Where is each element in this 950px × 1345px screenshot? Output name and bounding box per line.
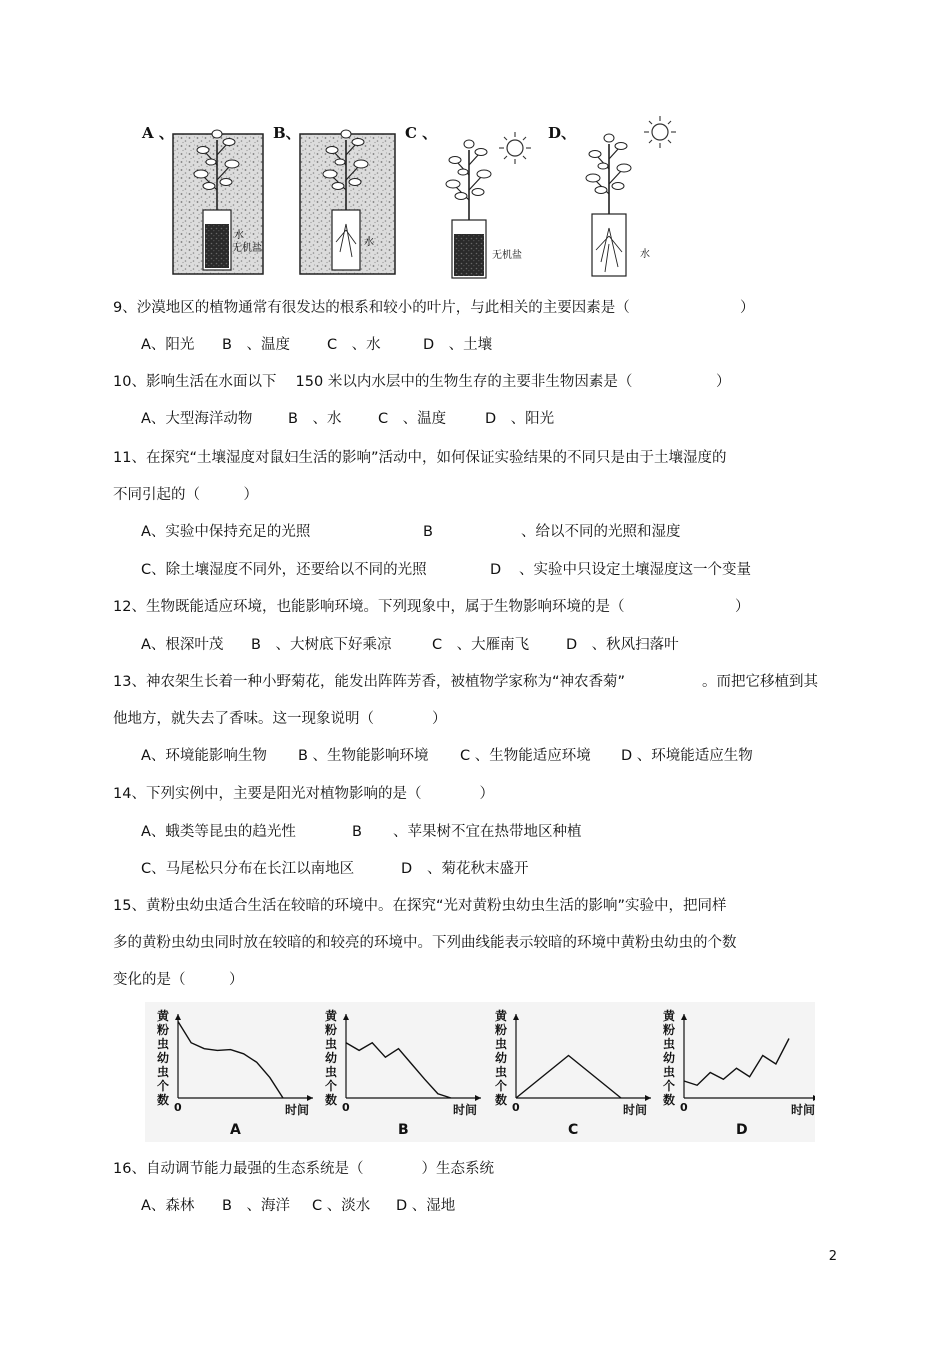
- graph-d-ylabel-char: 黄: [663, 1009, 676, 1023]
- q10-option-a[interactable]: A、大型海洋动物: [141, 411, 253, 427]
- graph-c-xlabel: 时间: [623, 1103, 648, 1117]
- fig-label-b: B、: [273, 124, 301, 142]
- graph-a-ylabel-char: 数: [157, 1093, 170, 1107]
- graph-c-ylabel-char: 虫: [495, 1065, 508, 1079]
- graph-a-ylabel-char: 个: [157, 1079, 170, 1093]
- q10-option-c[interactable]: C 、温度: [378, 411, 447, 427]
- graph-c-ylabel-char: 粉: [495, 1023, 508, 1037]
- q11-option-d[interactable]: 、实验中只设定土壤湿度这一个变量: [519, 562, 751, 578]
- q12-option-b[interactable]: B 、大树底下好乘凉: [251, 637, 392, 653]
- q15-stem-line2: 多的黄粉虫幼虫同时放在较暗的和较亮的环境中。下列曲线能表示较暗的环境中黄粉虫幼虫的个数: [113, 935, 737, 951]
- q16-option-b[interactable]: B 、海洋: [222, 1198, 290, 1214]
- page-number: 2: [828, 1249, 837, 1264]
- q11-option-b-letter[interactable]: B: [423, 524, 433, 540]
- graph-d-xlabel: 时间: [791, 1103, 815, 1117]
- q14-option-d[interactable]: 、菊花秋末盛开: [427, 861, 529, 877]
- larva-graphs-svg: [145, 1002, 815, 1142]
- fig-label-d: D、: [548, 124, 577, 142]
- q14-option-d-letter[interactable]: D: [401, 861, 413, 877]
- q14-option-b-letter[interactable]: B: [352, 824, 362, 840]
- q16-stem: 16、自动调节能力最强的生态系统是（ ）生态系统: [113, 1161, 494, 1177]
- annot-b-water: 水: [364, 237, 374, 248]
- q13-option-c[interactable]: C 、生物能适应环境: [460, 748, 591, 764]
- graph-d-ylabel-char: 个: [663, 1079, 676, 1093]
- graph-a-ylabel-char: 黄: [157, 1009, 170, 1023]
- graph-d-caption: D: [736, 1122, 748, 1138]
- q9-option-d[interactable]: D 、土壤: [423, 337, 493, 353]
- q16-option-c[interactable]: C 、淡水: [312, 1198, 371, 1214]
- graph-b-ylabel-char: 粉: [325, 1023, 338, 1037]
- graph-a-xlabel: 时间: [285, 1103, 310, 1117]
- graph-b-origin: 0: [342, 1101, 350, 1114]
- annot-a-water: 水: [234, 230, 244, 241]
- graph-b-ylabel-char: 幼: [325, 1051, 338, 1065]
- q9-option-b[interactable]: B 、温度: [222, 337, 290, 353]
- q13-option-a[interactable]: A、环境能影响生物: [141, 748, 267, 764]
- fig-label-a: A 、: [142, 124, 174, 142]
- graph-c-ylabel-char: 虫: [495, 1037, 508, 1051]
- graph-c-origin: 0: [512, 1101, 520, 1114]
- graph-a-ylabel-char: 虫: [157, 1065, 170, 1079]
- graph-b-ylabel-char: 黄: [325, 1009, 338, 1023]
- fig-label-c: C 、: [405, 124, 438, 142]
- graph-d-ylabel-char: 虫: [663, 1065, 676, 1079]
- graph-c-caption: C: [568, 1122, 579, 1138]
- q15-stem-line3: 变化的是（ ）: [113, 972, 244, 988]
- graph-b-ylabel-char: 虫: [325, 1065, 338, 1079]
- graph-b-caption: B: [398, 1122, 409, 1138]
- graph-d-ylabel-char: 数: [663, 1093, 676, 1107]
- q11-stem-line1: 11、在探究“土壤湿度对鼠妇生活的影响”活动中，如何保证实验结果的不同只是由于土壤湿度的: [113, 450, 727, 466]
- q12-option-d[interactable]: D 、秋风扫落叶: [566, 637, 679, 653]
- q13-option-b[interactable]: B 、生物能影响环境: [298, 748, 429, 764]
- graph-b-ylabel-char: 数: [325, 1093, 338, 1107]
- graph-c-ylabel-char: 黄: [495, 1009, 508, 1023]
- graph-d-ylabel-char: 粉: [663, 1023, 676, 1037]
- q12-option-a[interactable]: A、根深叶茂: [141, 637, 224, 653]
- q10-option-b[interactable]: B 、水: [288, 411, 342, 427]
- q10-paren-close: ）: [716, 374, 731, 390]
- annot-a-salt: 无机盐: [232, 243, 262, 254]
- graph-a-ylabel-char: 粉: [157, 1023, 170, 1037]
- q10-option-d[interactable]: D 、阳光: [485, 411, 555, 427]
- graph-b-xlabel: 时间: [453, 1103, 478, 1117]
- q9-option-a[interactable]: A、阳光: [141, 337, 195, 353]
- q11-option-b[interactable]: 、给以不同的光照和湿度: [521, 524, 681, 540]
- q13-stem-line1b: 。而把它移植到其: [702, 674, 818, 690]
- q14-option-c[interactable]: C、马尾松只分布在长江以南地区: [141, 861, 355, 877]
- graph-a-ylabel-char: 幼: [157, 1051, 170, 1065]
- q12-paren-close: ）: [735, 599, 750, 615]
- q14-option-b[interactable]: 、苹果树不宜在热带地区种植: [393, 824, 582, 840]
- annot-c-salt: 无机盐: [492, 250, 522, 261]
- q16-option-a[interactable]: A、森林: [141, 1198, 195, 1214]
- graph-c-ylabel-char: 数: [495, 1093, 508, 1107]
- graph-a-ylabel-char: 虫: [157, 1037, 170, 1051]
- q13-stem-line2: 他地方，就失去了香味。这一现象说明（ ）: [113, 711, 447, 727]
- graph-b-ylabel-char: 个: [325, 1079, 338, 1093]
- q13-option-d[interactable]: D 、环境能适应生物: [621, 748, 753, 764]
- q14-option-a[interactable]: A、蛾类等昆虫的趋光性: [141, 824, 296, 840]
- q11-option-d-letter[interactable]: D: [490, 562, 502, 578]
- graph-c-ylabel-char: 幼: [495, 1051, 508, 1065]
- q12-option-c[interactable]: C 、大雁南飞: [432, 637, 530, 653]
- q9-option-c[interactable]: C 、水: [327, 337, 381, 353]
- plant-experiment-figure: [140, 112, 700, 287]
- q15-stem-line1: 15、黄粉虫幼虫适合生活在较暗的环境中。在探究“光对黄粉虫幼虫生活的影响”实验中，把同样: [113, 898, 727, 914]
- graph-d-ylabel-char: 幼: [663, 1051, 676, 1065]
- graph-d-ylabel-char: 虫: [663, 1037, 676, 1051]
- larva-graphs-figure: [145, 1002, 815, 1142]
- q14-stem: 14、下列实例中，主要是阳光对植物影响的是（ ）: [113, 786, 494, 802]
- annot-d-water: 水: [640, 249, 650, 260]
- q16-option-d[interactable]: D 、湿地: [396, 1198, 456, 1214]
- q9-paren-close: ）: [740, 300, 755, 316]
- q10-stem: 10、影响生活在水面以下 150 米以内水层中的生物生存的主要非生物因素是（: [113, 374, 633, 390]
- graph-b-ylabel-char: 虫: [325, 1037, 338, 1051]
- graph-d-x-arrow: [813, 1095, 815, 1101]
- graph-a-origin: 0: [174, 1101, 182, 1114]
- q13-stem-line1a: 13、神农架生长着一种小野菊花，能发出阵阵芳香，被植物学家称为“神农香菊”: [113, 674, 625, 690]
- q11-option-a[interactable]: A、实验中保持充足的光照: [141, 524, 311, 540]
- graph-d-origin: 0: [680, 1101, 688, 1114]
- q12-stem: 12、生物既能适应环境，也能影响环境。下列现象中，属于生物影响环境的是（: [113, 599, 625, 615]
- q11-stem-line2: 不同引起的（ ）: [113, 487, 258, 503]
- q11-option-c[interactable]: C、除土壤湿度不同外，还要给以不同的光照: [141, 562, 427, 578]
- graph-c-ylabel-char: 个: [495, 1079, 508, 1093]
- q9-stem: 9、沙漠地区的植物通常有很发达的根系和较小的叶片，与此相关的主要因素是（: [113, 300, 630, 316]
- graph-a-caption: A: [230, 1122, 241, 1138]
